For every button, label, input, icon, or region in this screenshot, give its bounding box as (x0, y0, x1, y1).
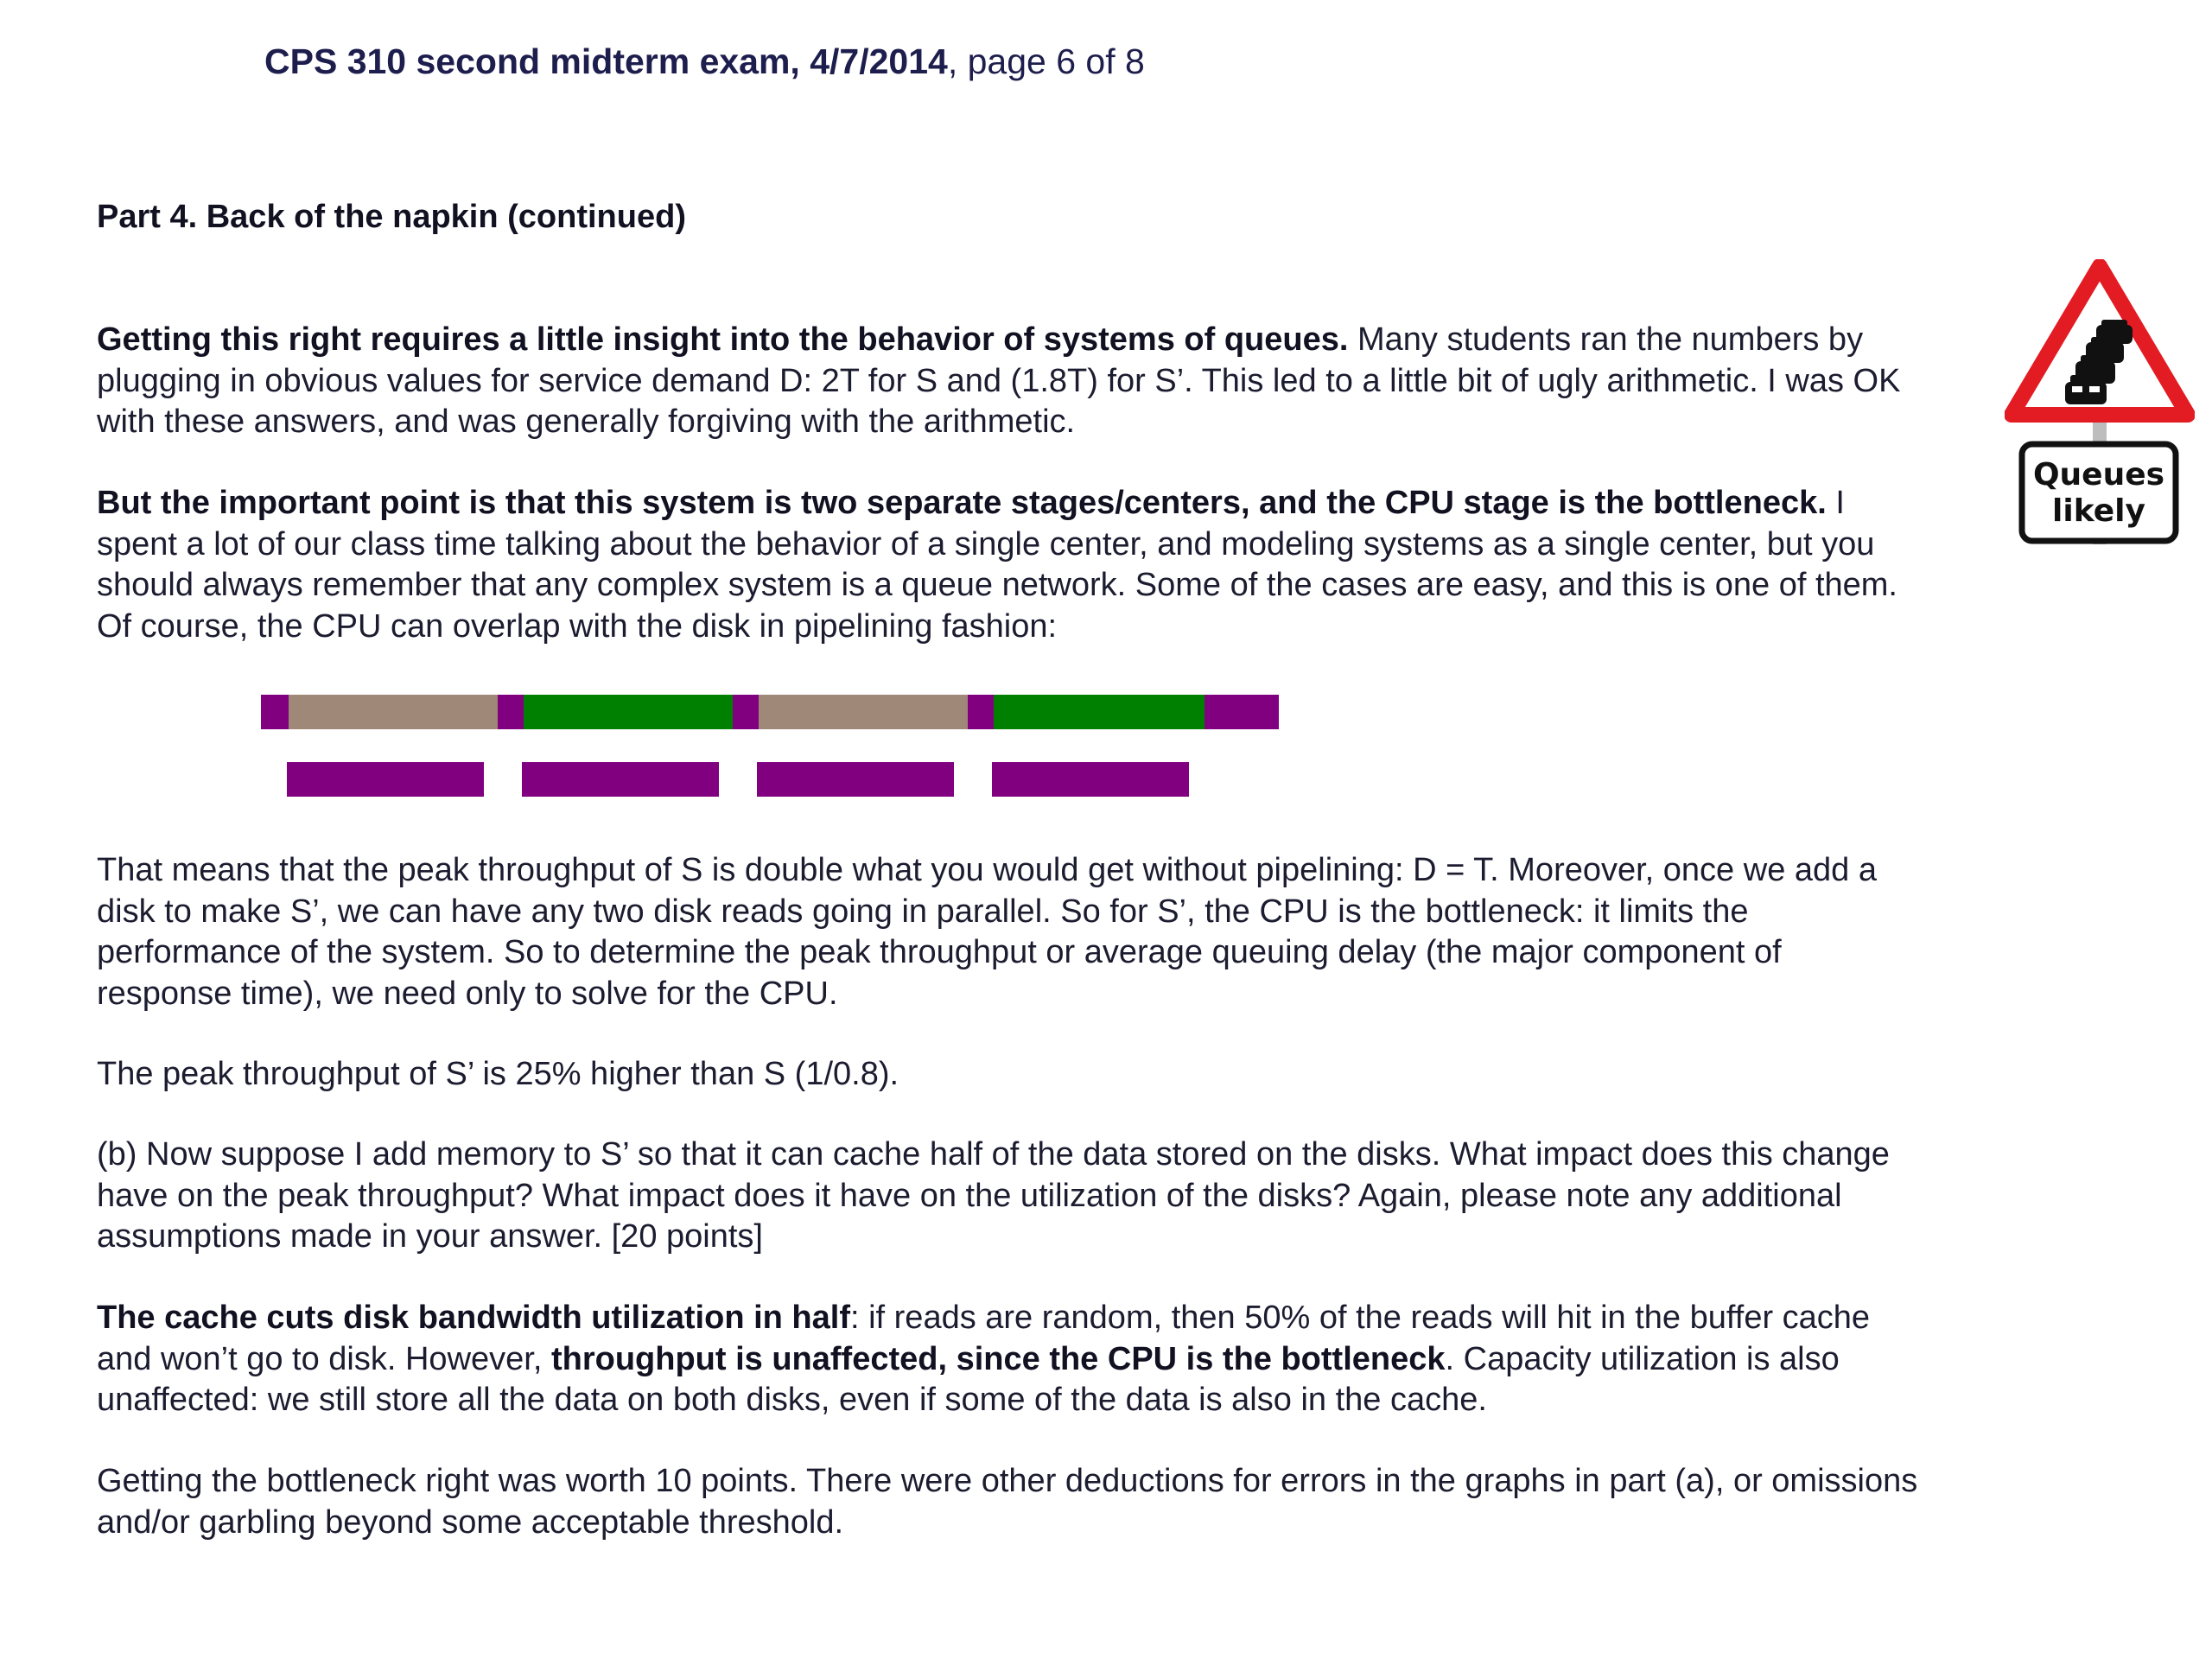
paragraph-bold-lead: The cache cuts disk bandwidth utilization in half (97, 1300, 850, 1336)
pipeline-cpu-segment (498, 695, 524, 729)
pipeline-cpu-segment (968, 695, 994, 729)
paragraph-pipelining: That means that the peak throughput of S is double what you would get without pipelining: D = T. Moreover, once we add a disk to make S’, we can have any two disk reads going in parallel. So for S’, the CPU is the bottleneck: it limits the performance of the system. So to determine the peak throughput or average queuing delay (the major component of response time), we need only to solve for the CPU. (97, 852, 1877, 1012)
paragraph-bold-inline: throughput is unaffected, since the CPU is the bottleneck (550, 1340, 1446, 1377)
queues-likely-sign (2005, 259, 2195, 553)
section-title: Part 4. Back of the napkin (continued) (97, 199, 686, 235)
paragraph-body: . Capacity utilization is also unaffected: we still store all the data on both disks, even if some of the data is also in the cache. (97, 1340, 1840, 1418)
paragraph-body: : if reads are random, then 50% of the reads will hit in the buffer cache and won’t go to disk. However, (97, 1300, 1871, 1377)
header-page-number: , page 6 of 8 (947, 41, 1145, 81)
pipeline-overlap-bar (287, 762, 484, 797)
paragraph-queue-insight (97, 320, 1920, 443)
paragraph-bold-lead: But the important point is that this system is two separate stages/centers, and the CPU stage is the bottleneck. (97, 485, 1827, 521)
header-title: CPS 310 second midterm exam, 4/7/2014 (264, 41, 948, 81)
pipeline-cpu-segment (1205, 695, 1279, 729)
cpu-overlap-row (287, 762, 1189, 797)
page-header (264, 41, 1145, 82)
sign-text-line2: likely (2052, 493, 2145, 529)
sign-text-line1: Queues (2032, 457, 2165, 493)
cpu-row (261, 695, 1279, 729)
pipeline-cpu-segment (733, 695, 759, 729)
paragraph-bottleneck (97, 483, 1920, 647)
pipeline-overlap-bar (992, 762, 1189, 797)
pipeline-disk-segment (759, 695, 968, 729)
paragraph-cache-answer (97, 1298, 1920, 1421)
pipeline-cpu-segment (261, 695, 289, 729)
paragraph-body: I spent a lot of our class time talking about the behavior of a single center, and modeling systems as a single center, but you should always remember that any complex system is a queue network. Some of the cases are easy, and this is one of them. Of course, the CPU can overlap with the disk in pipelining fashion: (97, 485, 1897, 645)
pipeline-overlap-bar (522, 762, 719, 797)
pipeline-disk-segment (994, 695, 1205, 729)
pipeline-disk-segment (524, 695, 733, 729)
paragraph-throughput: The peak throughput of S’ is 25% higher than S (1/0.8). (97, 1056, 899, 1092)
paragraph-body: Many students ran the numbers by plugging in obvious values for service demand D: 2T for S and (1.8T) for S’. This led to a little bit of ugly arithmetic. I was OK with these answers, and was generally forgiving with the arithmetic. (97, 321, 1901, 440)
pipeline-overlap-bar (757, 762, 954, 797)
paragraph-question-b: (b) Now suppose I add memory to S’ so that it can cache half of the data stored on the disks. What impact does this change have on the peak throughput? What impact does it have on the utilization of the disks? Again, please note any additional assumptions made in your answer. [20 points] (97, 1136, 1890, 1255)
pipeline-disk-segment (289, 695, 498, 729)
paragraph-bold-lead: Getting this right requires a little insight into the behavior of systems of queues. (97, 321, 1349, 358)
paragraph-grading-note: Getting the bottleneck right was worth 10 points. There were other deductions for errors in the graphs in part (a), or omissions and/or garbling beyond some acceptable threshold. (97, 1463, 1918, 1541)
